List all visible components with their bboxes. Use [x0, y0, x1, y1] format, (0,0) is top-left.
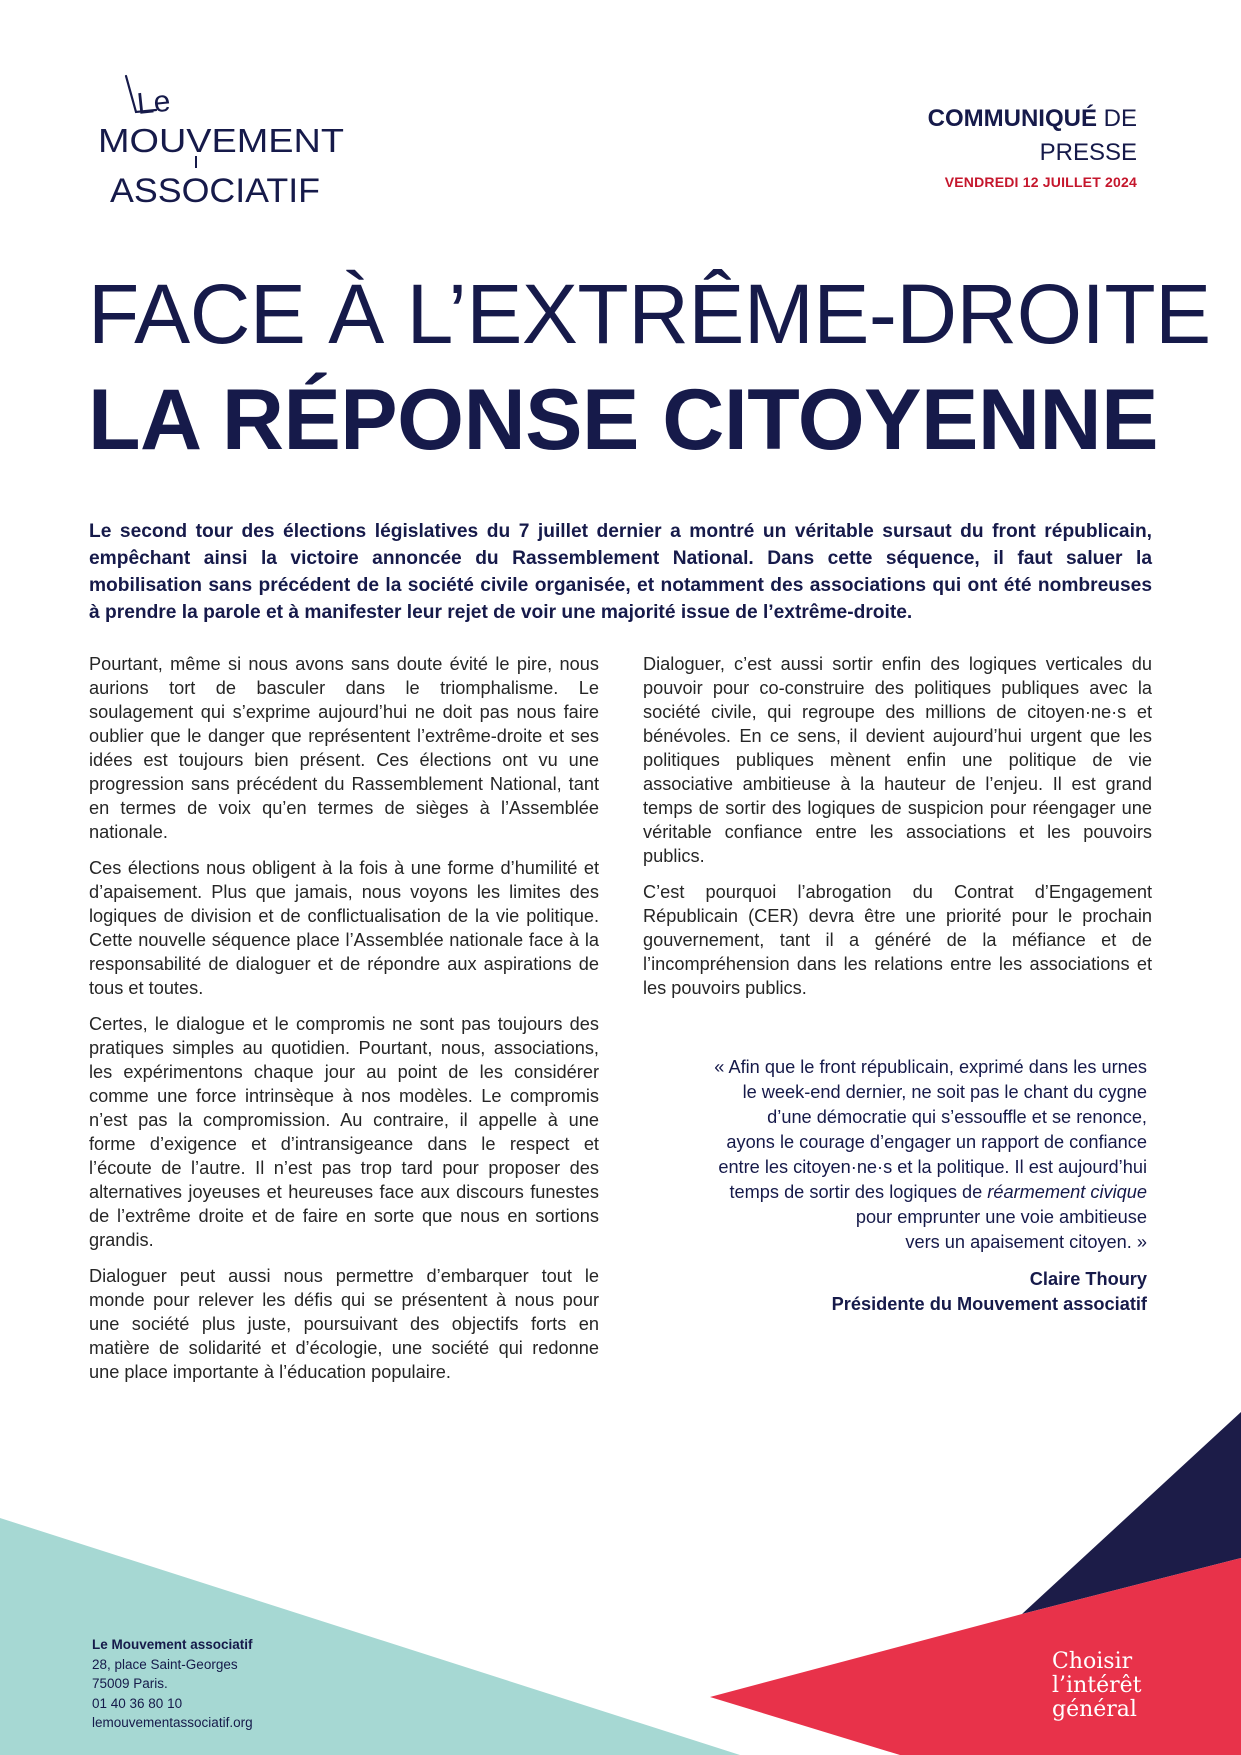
right-paragraph-2: C’est pourquoi l’abrogation du Contrat d’Engagement Républicain (CER) devra être une priorité pour le prochain gouvernement, tant il a généré de la méfiance et de l’incompréhension dans les relations entre les associations et les pouvoirs publics. — [643, 882, 1152, 998]
press-label-bold: COMMUNIQUÉ — [927, 105, 1097, 132]
quote-block — [640, 1055, 1147, 1317]
quote-italic-phrase: réarmement civique — [987, 1182, 1147, 1202]
footer-city: 75009 Paris. — [92, 1676, 168, 1691]
title-line1: FACE À L’EXTRÊME-DROITE — [88, 267, 1211, 361]
quote-line: « Afin que le front républicain, exprimé dans les urnes — [714, 1057, 1147, 1077]
quote-line: le week-end dernier, ne soit pas le chant du cygne — [742, 1082, 1147, 1102]
signer-role: Présidente du Mouvement associatif — [831, 1294, 1147, 1314]
press-label-line2: PRESSE — [1039, 139, 1137, 166]
right-paragraph-1: Dialoguer, c’est aussi sortir enfin des logiques verticales du pouvoir pour co-construire des politiques publiques avec la société civile, qui regroupe des millions de citoyen·ne·s et bénévoles. En ce sens, il devient aujourd’hui urgent que les politiques publiques mènent enfin une politique de vie associative ambitieuse à la hauteur de l’enjeu. Il est grand temps de sortir des logiques de suspicion pour réengager une véritable confiance entre les associations et les pouvoirs publics. — [643, 654, 1152, 866]
press-date: VENDREDI 12 JUILLET 2024 — [944, 174, 1137, 190]
tagline-line: Choisir — [1052, 1649, 1133, 1674]
tagline-line: l’intérêt — [1052, 1673, 1142, 1698]
left-column — [89, 652, 599, 1396]
quote-line-6-start: temps de sortir des logiques de — [729, 1182, 988, 1202]
footer-street: 28, place Saint-Georges — [92, 1656, 238, 1672]
quote-line-6 — [640, 1180, 1147, 1205]
quote-line: vers un apaisement citoyen. » — [905, 1232, 1147, 1252]
quote-line: entre les citoyen·ne·s et la politique. Il est aujourd’hui — [718, 1157, 1147, 1177]
left-paragraph-3: Certes, le dialogue et le compromis ne sont pas toujours des pratiques simples au quotidien. Pourtant, nous, associations, les expérimentons chaque jour au point de les considérer comme une force intrinsèque à nos modèles. Le compromis n’est pas la compromission. Au contraire, il appelle à une forme d’exigence et d’intransigeance dans le respect et l’écoute de l’autre. Il n’est pas trop tard pour proposer des alternatives joyeuses et heureuses face aux discours funestes de l’extrême droite et de faire en sorte que nous en sortions grandis. — [89, 1014, 599, 1250]
press-label-rest: DE — [1103, 105, 1137, 132]
quote-line: ayons le courage d’engager un rapport de confiance — [726, 1132, 1147, 1152]
left-paragraph-1: Pourtant, même si nous avons sans doute évité le pire, nous aurions tort de basculer dans le triomphalisme. Le soulagement qui s’exprime aujourd’hui ne doit pas nous faire oublier que le danger que représentent l’extrême-droite et ses idées est toujours bien présent. Ces élections ont vu une progression sans précédent du Rassemblement National, tant en termes de voix qu’en termes de sièges à l’Assemblée nationale. — [89, 654, 599, 842]
logo-text-mouvement: MOUVEMENT — [98, 122, 344, 159]
title-line2: LA RÉPONSE CITOYENNE — [88, 372, 1158, 468]
footer-address — [92, 1635, 392, 1733]
left-paragraph-2: Ces élections nous obligent à la fois à une forme d’humilité et d’apaisement. Plus que jamais, nous voyons les limites des logiques de division et de conflictualisation de la vie politique. Cette nouvelle séquence place l’Assemblée nationale face à la responsabilité de dialoguer et de répondre aux aspirations de tous et toutes. — [89, 858, 599, 998]
left-paragraph-4: Dialoguer peut aussi nous permettre d’embarquer tout le monde pour relever les défis qui se présentent à nous pour une société plus juste, poursuivant des objectifs forts en matière de solidarité et d’écologie, une société qui redonne une place importante à l’éducation populaire. — [89, 1266, 599, 1382]
footer-tagline — [1052, 1650, 1202, 1722]
tagline-line: général — [1052, 1697, 1137, 1722]
quote-line: pour emprunter une voie ambitieuse — [855, 1207, 1147, 1227]
footer-org-name: Le Mouvement associatif — [92, 1637, 253, 1652]
press-release-header — [837, 102, 1137, 190]
logo-text-associatif: ASSOCIATIF — [110, 172, 320, 210]
logo-text-le: Le — [135, 84, 172, 121]
intro-paragraph: Le second tour des élections législatives du 7 juillet dernier a montré un véritable sursaut du front républicain, empêchant ainsi la victoire annoncée du Rassemblement National. Dans cette séquence, il faut saluer la mobilisation sans précédent de la société civile organisée, et notamment des associations qui ont été nombreuses à prendre la parole et à manifester leur rejet de voir une majorité issue de l’extrême-droite. — [89, 521, 1152, 623]
logo — [96, 72, 356, 212]
footer-website[interactable]: lemouvementassociatif.org — [92, 1715, 253, 1730]
footer-phone: 01 40 36 80 10 — [92, 1695, 183, 1711]
press-label-line1 — [837, 102, 1137, 136]
right-column — [643, 652, 1152, 1012]
quote-line: d’une démocratie qui s’essouffle et se renonce, — [767, 1107, 1147, 1127]
signer-name: Claire Thoury — [1029, 1269, 1147, 1289]
